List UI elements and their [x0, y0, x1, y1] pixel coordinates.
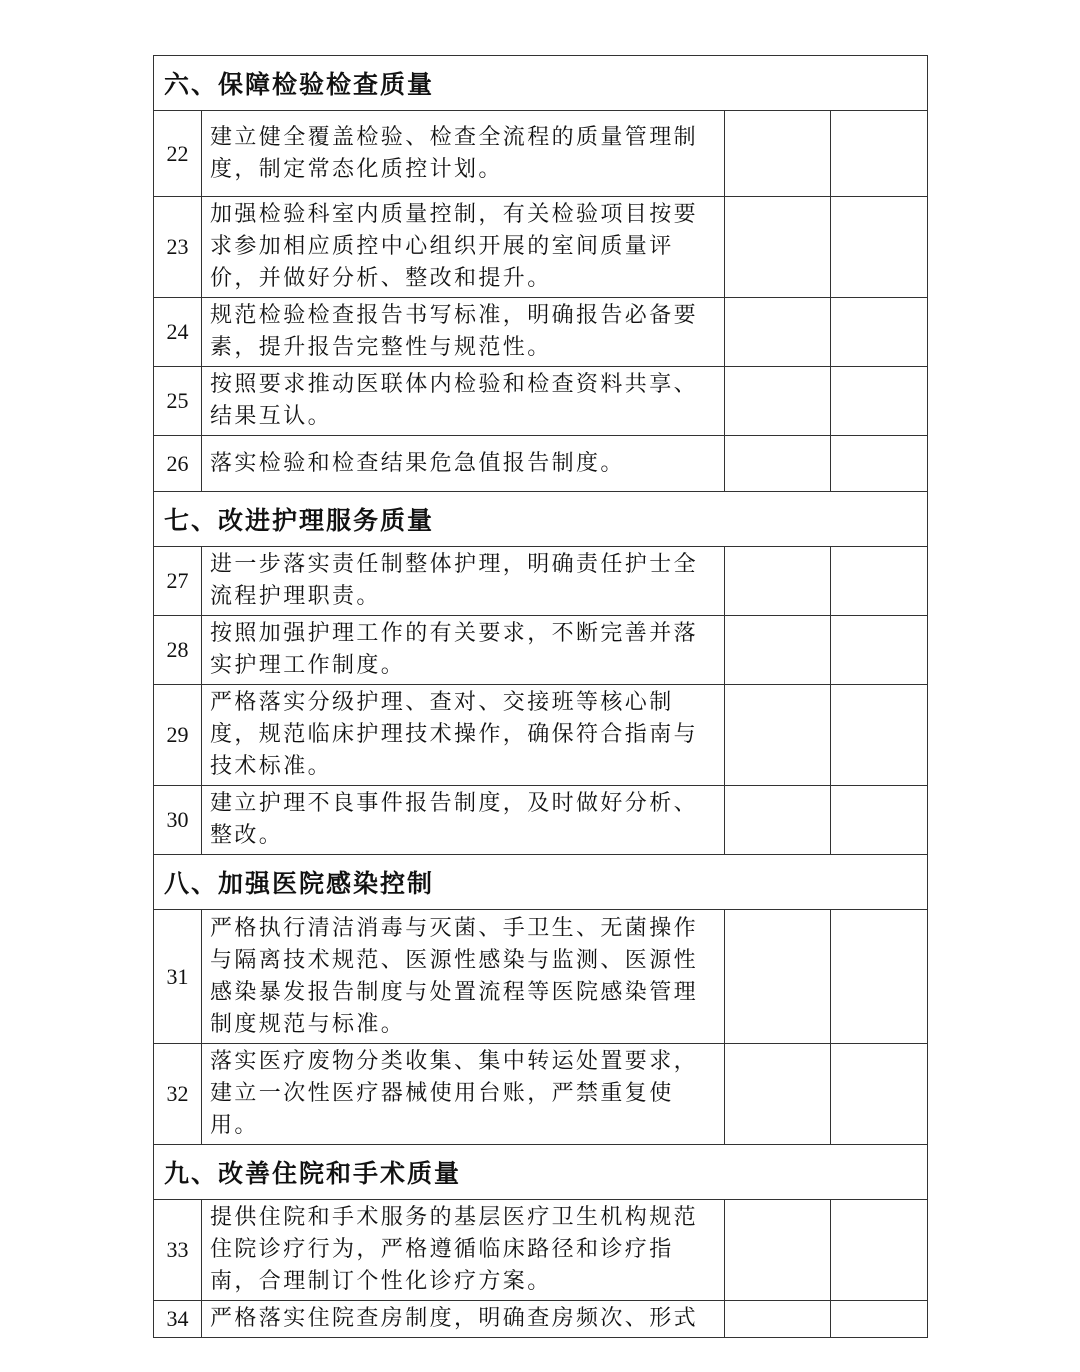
check-cell-b: [831, 1301, 928, 1338]
item-number: 30: [154, 786, 202, 855]
check-cell-b: [831, 1200, 928, 1301]
check-cell-b: [831, 910, 928, 1044]
check-cell-b: [831, 197, 928, 298]
table-row: [154, 616, 928, 685]
section-header-row: [154, 56, 928, 111]
section-title: 九、改善住院和手术质量: [154, 1145, 928, 1200]
section-title: 七、改进护理服务质量: [154, 492, 928, 547]
check-cell-a: [725, 910, 831, 1044]
check-cell-b: [831, 685, 928, 786]
item-number: 27: [154, 547, 202, 616]
checklist-table: [153, 55, 928, 1338]
item-number: 33: [154, 1200, 202, 1301]
item-number: 22: [154, 111, 202, 197]
item-number: 24: [154, 298, 202, 367]
item-text: 提供住院和手术服务的基层医疗卫生机构规范住院诊疗行为，严格遵循临床路径和诊疗指南，合理制订个性化诊疗方案。: [202, 1200, 725, 1301]
table-row: [154, 1044, 928, 1145]
item-text: 加强检验科室内质量控制，有关检验项目按要求参加相应质控中心组织开展的室间质量评价，并做好分析、整改和提升。: [202, 197, 725, 298]
table-row: [154, 1200, 928, 1301]
item-text: 落实检验和检查结果危急值报告制度。: [202, 436, 725, 492]
item-number: 34: [154, 1301, 202, 1338]
check-cell-a: [725, 547, 831, 616]
check-cell-a: [725, 111, 831, 197]
item-text: 规范检验检查报告书写标准，明确报告必备要素，提升报告完整性与规范性。: [202, 298, 725, 367]
item-text: 严格执行清洁消毒与灭菌、手卫生、无菌操作与隔离技术规范、医源性感染与监测、医源性感染暴发报告制度与处置流程等医院感染管理制度规范与标准。: [202, 910, 725, 1044]
item-text: 严格落实住院查房制度，明确查房频次、形式: [202, 1301, 725, 1338]
check-cell-b: [831, 436, 928, 492]
item-text: 按照加强护理工作的有关要求，不断完善并落实护理工作制度。: [202, 616, 725, 685]
check-cell-a: [725, 685, 831, 786]
check-cell-a: [725, 1044, 831, 1145]
item-text: 进一步落实责任制整体护理，明确责任护士全流程护理职责。: [202, 547, 725, 616]
table-row: [154, 1301, 928, 1338]
table-row: [154, 367, 928, 436]
check-cell-b: [831, 111, 928, 197]
section-title: 六、保障检验检查质量: [154, 56, 928, 111]
table-row: [154, 111, 928, 197]
check-cell-a: [725, 1301, 831, 1338]
section-header-row: [154, 1145, 928, 1200]
check-cell-b: [831, 298, 928, 367]
table-row: [154, 298, 928, 367]
check-cell-b: [831, 547, 928, 616]
table-row: [154, 786, 928, 855]
check-cell-a: [725, 786, 831, 855]
check-cell-a: [725, 298, 831, 367]
check-cell-a: [725, 616, 831, 685]
check-cell-a: [725, 197, 831, 298]
item-number: 31: [154, 910, 202, 1044]
check-cell-b: [831, 786, 928, 855]
check-cell-a: [725, 367, 831, 436]
table-row: [154, 910, 928, 1044]
item-text: 建立护理不良事件报告制度，及时做好分析、整改。: [202, 786, 725, 855]
table-row: [154, 685, 928, 786]
table-row: [154, 436, 928, 492]
item-text: 严格落实分级护理、查对、交接班等核心制度，规范临床护理技术操作，确保符合指南与技术标准。: [202, 685, 725, 786]
item-number: 28: [154, 616, 202, 685]
item-number: 23: [154, 197, 202, 298]
section-header-row: [154, 855, 928, 910]
item-number: 32: [154, 1044, 202, 1145]
table-row: [154, 197, 928, 298]
section-title: 八、加强医院感染控制: [154, 855, 928, 910]
check-cell-b: [831, 616, 928, 685]
item-number: 25: [154, 367, 202, 436]
table-row: [154, 547, 928, 616]
item-number: 26: [154, 436, 202, 492]
item-text: 按照要求推动医联体内检验和检查资料共享、结果互认。: [202, 367, 725, 436]
check-cell-a: [725, 436, 831, 492]
item-text: 建立健全覆盖检验、检查全流程的质量管理制度，制定常态化质控计划。: [202, 111, 725, 197]
section-header-row: [154, 492, 928, 547]
check-cell-a: [725, 1200, 831, 1301]
item-number: 29: [154, 685, 202, 786]
check-cell-b: [831, 367, 928, 436]
check-cell-b: [831, 1044, 928, 1145]
item-text: 落实医疗废物分类收集、集中转运处置要求，建立一次性医疗器械使用台账，严禁重复使用。: [202, 1044, 725, 1145]
